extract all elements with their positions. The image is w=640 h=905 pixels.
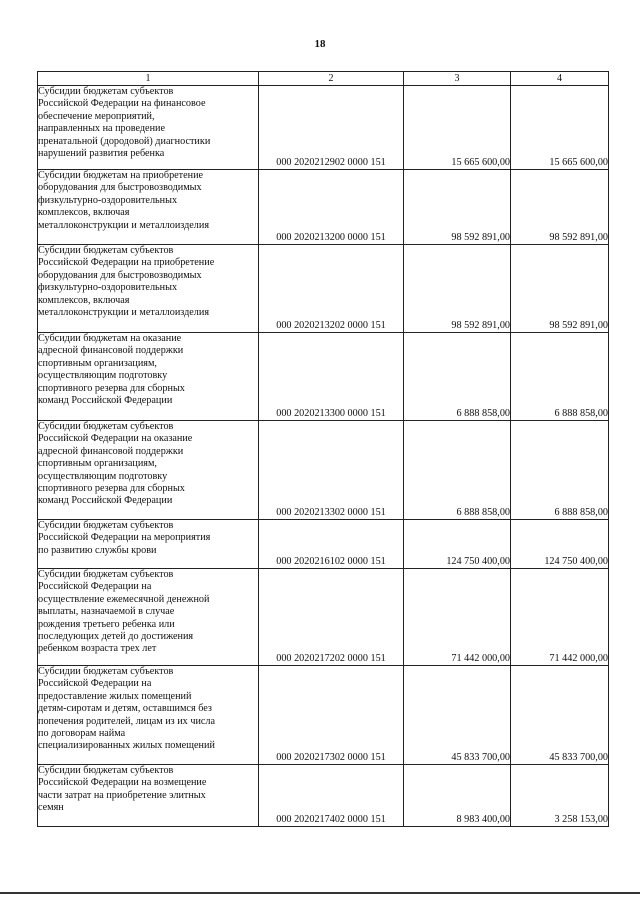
table-row <box>38 170 609 245</box>
row-code-cell: 000 2020212902 0000 151 <box>259 86 404 170</box>
table-row <box>38 520 609 569</box>
row-plan-amount: 98 592 891,00 <box>404 245 511 333</box>
column-header-3: 3 <box>404 72 511 86</box>
row-name-text: Субсидии бюджетам субъектов Российской Федерации на осуществление ежемесячной денежной выплаты, назначаемой в случае рождения третьего ребенка или последующих детей до достижения ребенком возраста трех лет <box>38 569 210 655</box>
column-header-1: 1 <box>38 72 259 86</box>
row-code-cell: 000 2020213302 0000 151 <box>259 421 404 520</box>
row-code-cell: 000 2020213200 0000 151 <box>259 170 404 245</box>
row-name-cell <box>38 245 259 333</box>
table-row <box>38 569 609 666</box>
row-fact-amount: 3 258 153,00 <box>511 765 609 827</box>
row-code-cell: 000 2020217402 0000 151 <box>259 765 404 827</box>
row-name-text: Субсидии бюджетам субъектов Российской Федерации на приобретение оборудования для быстровозводимых физкультурно-оздоровительных комплексов, включая металлоконструкции и металлоизделия <box>38 245 215 319</box>
row-plan-amount: 124 750 400,00 <box>404 520 511 569</box>
row-name-text: Субсидии бюджетам субъектов Российской Федерации на возмещение части затрат на приобретение элитных семян <box>38 765 207 814</box>
row-plan-amount: 98 592 891,00 <box>404 170 511 245</box>
table-row <box>38 245 609 333</box>
row-name-text: Субсидии бюджетам субъектов Российской Федерации на мероприятия по развитию службы крови <box>38 520 211 556</box>
table-row <box>38 86 609 170</box>
row-fact-amount: 124 750 400,00 <box>511 520 609 569</box>
table-row <box>38 666 609 765</box>
row-code-cell: 000 2020217202 0000 151 <box>259 569 404 666</box>
column-header-2: 2 <box>259 72 404 86</box>
row-fact-amount: 71 442 000,00 <box>511 569 609 666</box>
row-name-cell <box>38 569 259 666</box>
row-code-cell: 000 2020217302 0000 151 <box>259 666 404 765</box>
row-name-text: Субсидии бюджетам субъектов Российской Федерации на финансовое обеспечение мероприятий, направленных на проведение пренатальной (дородовой) диагностики нарушений развития ребенка <box>38 86 211 160</box>
row-plan-amount: 8 983 400,00 <box>404 765 511 827</box>
column-header-4: 4 <box>511 72 609 86</box>
page-bottom-rule <box>0 892 640 894</box>
row-fact-amount: 98 592 891,00 <box>511 245 609 333</box>
row-fact-amount: 98 592 891,00 <box>511 170 609 245</box>
row-fact-amount: 15 665 600,00 <box>511 86 609 170</box>
row-plan-amount: 6 888 858,00 <box>404 333 511 421</box>
table-row <box>38 421 609 520</box>
row-fact-amount: 6 888 858,00 <box>511 333 609 421</box>
row-name-cell <box>38 765 259 827</box>
table-row <box>38 333 609 421</box>
table-header-row <box>38 72 609 86</box>
row-fact-amount: 6 888 858,00 <box>511 421 609 520</box>
row-plan-amount: 71 442 000,00 <box>404 569 511 666</box>
row-fact-amount: 45 833 700,00 <box>511 666 609 765</box>
row-name-cell <box>38 333 259 421</box>
row-plan-amount: 15 665 600,00 <box>404 86 511 170</box>
row-name-text: Субсидии бюджетам субъектов Российской Федерации на предоставление жилых помещений детям-сиротам и детям, оставшимся без попечения родителей, лицам из их числа по договорам найма специализированных жилых помещений <box>38 666 216 752</box>
row-name-text: Субсидии бюджетам субъектов Российской Федерации на оказание адресной финансовой поддержки спортивным организациям, осуществляющим подготовку спортивного резерва для сборных команд Российской Федерации <box>38 421 193 507</box>
row-code-cell: 000 2020216102 0000 151 <box>259 520 404 569</box>
row-name-cell <box>38 520 259 569</box>
row-name-cell <box>38 666 259 765</box>
row-name-cell <box>38 86 259 170</box>
row-name-cell <box>38 421 259 520</box>
row-plan-amount: 6 888 858,00 <box>404 421 511 520</box>
row-plan-amount: 45 833 700,00 <box>404 666 511 765</box>
row-code-cell: 000 2020213202 0000 151 <box>259 245 404 333</box>
budget-table <box>37 71 609 827</box>
row-name-text: Субсидии бюджетам на приобретение оборудования для быстровозводимых физкультурно-оздоровительных комплексов, включая металлоконструкции и металлоизделия <box>38 170 210 231</box>
row-name-cell <box>38 170 259 245</box>
row-code-cell: 000 2020213300 0000 151 <box>259 333 404 421</box>
row-name-text: Субсидии бюджетам на оказание адресной финансовой поддержки спортивным организациям, осуществляющим подготовку спортивного резерва для сборных команд Российской Федерации <box>38 333 185 407</box>
page-number: 18 <box>314 38 326 50</box>
table-row <box>38 765 609 827</box>
